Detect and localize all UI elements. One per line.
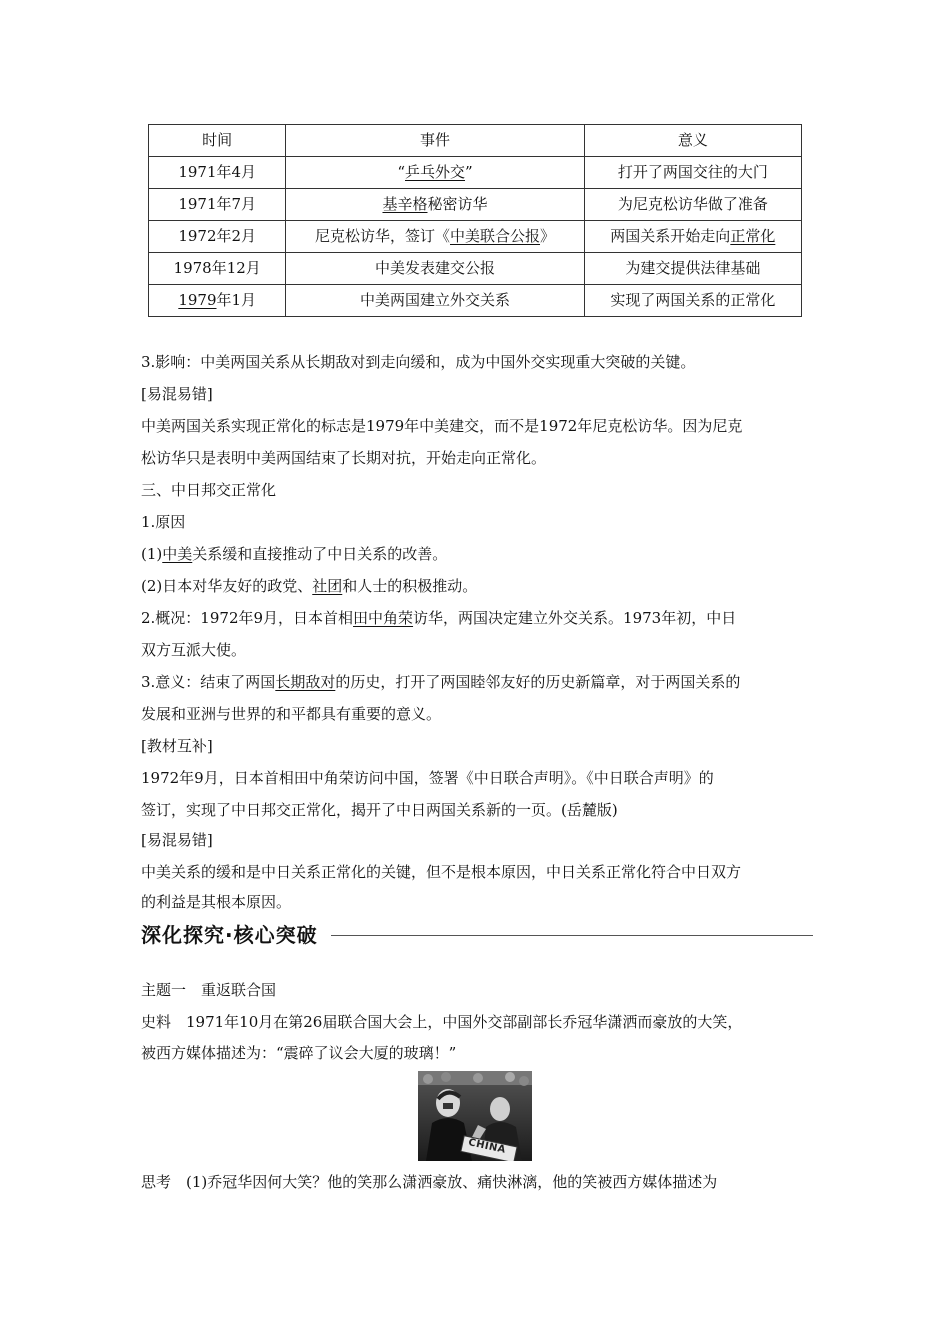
table-row (149, 221, 802, 253)
section-banner (141, 922, 813, 948)
confusion-text-line: 中美两国关系实现正常化的标志是1979年中美建交，而不是1972年尼克松访华。因为尼克 (141, 417, 743, 435)
photo-sign-text: CHINA (467, 1137, 507, 1156)
banner-rule (331, 935, 813, 936)
header-event: 事件 (286, 125, 584, 157)
textbook-line: 1972年9月，日本首相田中角荣访问中国，签署《中日联合声明》。《中日联合声明》的 (141, 769, 714, 787)
meaning-line: 3.意义：结束了两国长期敌对的历史，打开了两国睦邻友好的历史新篇章，对于两国关系的 (141, 673, 741, 691)
cell-meaning: 实现了两国关系的正常化 (584, 285, 801, 317)
cell-event: 中美发表建交公报 (286, 253, 584, 285)
table-row (149, 189, 802, 221)
topic-title: 主题一 重返联合国 (141, 981, 277, 999)
header-time: 时间 (149, 125, 286, 157)
think-question: 思考 (1)乔冠华因何大笑？他的笑那么潇洒豪放、痛快淋漓，他的笑被西方媒体描述为 (141, 1173, 718, 1191)
meaning-line: 发展和亚洲与世界的和平都具有重要的意义。 (141, 705, 442, 723)
section-heading: 三、中日邦交正常化 (141, 481, 277, 499)
cell-time: 1979年1月 (149, 285, 286, 317)
textbook-line: 签订，实现了中日邦交正常化，揭开了中日两国关系新的一页。(岳麓版) (141, 801, 618, 819)
reason-title: 1.原因 (141, 513, 186, 531)
confusion-text-line: 的利益是其根本原因。 (141, 893, 292, 911)
cell-meaning: 打开了两国交往的大门 (584, 157, 801, 189)
cell-event: 中美两国建立外交关系 (286, 285, 584, 317)
confusion-tag: [易混易错] (141, 385, 213, 403)
material-line: 被西方媒体描述为：“震碎了议会大厦的玻璃！” (141, 1044, 457, 1062)
material-line: 史料 1971年10月在第26届联合国大会上，中国外交部副部长乔冠华潇洒而豪放的大笑， (141, 1013, 743, 1031)
confusion-tag: [易混易错] (141, 831, 213, 849)
table-row (149, 157, 802, 189)
confusion-text-line: 中美关系的缓和是中日关系正常化的关键，但不是根本原因，中日关系正常化符合中日双方 (141, 863, 742, 881)
cell-event: “乒乓外交” (286, 157, 584, 189)
cell-time: 1978年12月 (149, 253, 286, 285)
cell-time: 1972年2月 (149, 221, 286, 253)
historical-photo (418, 1071, 532, 1161)
cell-event: 基辛格秘密访华 (286, 189, 584, 221)
header-meaning: 意义 (584, 125, 801, 157)
cell-meaning: 为建交提供法律基础 (584, 253, 801, 285)
overview-line: 2.概况：1972年9月，日本首相田中角荣访华，两国决定建立外交关系。1973年初，中日 (141, 609, 737, 627)
us-china-relations-table (148, 124, 802, 317)
cell-time: 1971年4月 (149, 157, 286, 189)
reason-item: (2)日本对华友好的政党、社团和人士的积极推动。 (141, 577, 478, 595)
impact-text: 3.影响：中美两国关系从长期敌对到走向缓和，成为中国外交实现重大突破的关键。 (141, 353, 696, 371)
table-row (149, 285, 802, 317)
cell-event: 尼克松访华，签订《中美联合公报》 (286, 221, 584, 253)
overview-line: 双方互派大使。 (141, 641, 247, 659)
textbook-tag: [教材互补] (141, 737, 213, 755)
reason-item: (1)中美关系缓和直接推动了中日关系的改善。 (141, 545, 448, 563)
cell-time: 1971年7月 (149, 189, 286, 221)
table-header-row (149, 125, 802, 157)
confusion-text-line: 松访华只是表明中美两国结束了长期对抗，开始走向正常化。 (141, 449, 547, 467)
banner-title: 深化探究·核心突破 (141, 923, 318, 947)
cell-meaning: 两国关系开始走向正常化 (584, 221, 801, 253)
table-row (149, 253, 802, 285)
cell-meaning: 为尼克松访华做了准备 (584, 189, 801, 221)
